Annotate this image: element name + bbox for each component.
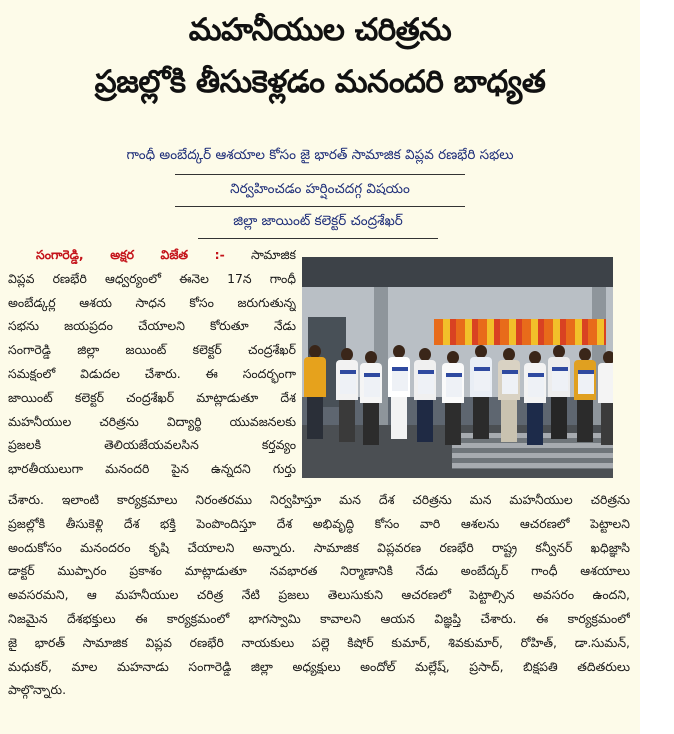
article-line: డాక్టర్ ముప్పారం ప్రకాశం మాట్లాడుతూ నవభారత నిర్మాణానికి నేడు అంబేద్కర్ గాంధీ ఆశయాలు xyxy=(8,563,630,579)
article-line: సమక్షంలో విడుదల చేశారు. ఈ సందర్భంగా xyxy=(8,365,296,381)
photo-poster xyxy=(418,370,434,394)
headline-line-1: మహనీయుల చరిత్రను xyxy=(188,12,452,48)
subhead-divider xyxy=(175,206,465,207)
photo-person-legs xyxy=(551,397,567,439)
headline-line-2: ప్రజల్లోకి తీసుకెళ్లడం మనందరి బాధ్యత xyxy=(94,64,546,100)
photo-person-body xyxy=(304,357,326,397)
photo-person-body xyxy=(598,363,613,403)
subhead-divider xyxy=(175,174,465,175)
photo-poster xyxy=(340,370,356,394)
photo-person-legs xyxy=(339,400,355,442)
photo-poster xyxy=(446,373,462,397)
photo-person-legs xyxy=(391,397,407,439)
article-line: జాయింట్ కలెక్టర్ చంద్రశేఖర్ మాట్లాడుతూ దేశ xyxy=(8,389,296,405)
article-line: అందుకోసం మనందరం కృషి చేయాలని అన్నారు. సామాజిక విప్లవరణ రణభేరి రాష్ట్ర కన్వీనర్ ఖధిజ్ఞాసి xyxy=(8,539,630,555)
photo-person-legs xyxy=(501,400,517,442)
article-line: నిజమైన దేశభక్తులు ఈ కార్యక్రమంలో భాగస్వామి కావాలని ఆయన విజ్ఞప్తి చేశారు. ఈ కార్యక్రమంలో xyxy=(8,610,630,626)
photo-poster xyxy=(578,370,594,394)
article-line: విప్లవ రణభేరి ఆధ్వర్యంలో ఈనెల 17న గాంధీ xyxy=(8,270,296,286)
article-line: అవసరమని, ఆ మహనీయుల చరిత్ర నేటి ప్రజలు తెలుసుకుని ఆచరణలో పెట్టాల్సిన అవసరం ఉందని, xyxy=(8,587,630,603)
subhead-line-1: గాంధీ అంబేద్కర్ ఆశయాల కోసం జై భారత్ సామాజిక విప్లవ రణభేరి సభలు xyxy=(126,147,514,163)
article-line: సంగారెడ్డి జిల్లా జయింట్ కలెక్టర్ చంద్రశేఖర్ xyxy=(8,342,296,358)
photo-flower-garland xyxy=(434,319,606,345)
photo-person-legs xyxy=(363,403,379,445)
photo-person-legs xyxy=(577,400,593,442)
photo-person-legs xyxy=(307,397,323,439)
article-line xyxy=(8,243,296,267)
photo-person-legs xyxy=(417,400,433,442)
photo-person-legs xyxy=(473,397,489,439)
article-line: మహనీయుల చరిత్రను విద్యార్థి యువజనలకు xyxy=(8,413,296,429)
subhead-line-3: జిల్లా జాయింట్ కలెక్టర్ చంద్రశేఖర్ xyxy=(233,213,403,229)
article-line: చేశారు. ఇలాంటి కార్యక్రమాలు నిరంతరము నిర్వహిస్తూ మన దేశ చరిత్రను మన మహనీయుల చరిత్రను xyxy=(8,492,630,507)
dateline: సంగారెడ్డి, అక్షర విజేత :- xyxy=(36,247,225,262)
photo-poster xyxy=(528,373,544,397)
photo-poster xyxy=(364,373,380,397)
article-line: ప్రజలకి తెలియజేయవలసిన కర్తవ్యం xyxy=(8,437,296,453)
photo-ceiling xyxy=(302,257,613,287)
photo-person-legs xyxy=(445,403,461,445)
subhead-line-2: నిర్వహించడం హర్షించదగ్గ విషయం xyxy=(230,181,410,197)
article-full-width xyxy=(8,488,630,702)
article-line: ప్రజల్లోకి తీసుకెళ్లి దేశ భక్తి పెంపొందిస్తూ దేశ అభివృద్ధి కోసం వారి ఆశలను ఆచరణలో పెట్టాలని xyxy=(8,515,630,531)
photo-poster xyxy=(552,367,568,391)
article-line: మధుకర్, మాల మహనాడు సంగారెడ్డి జిల్లా అధ్యక్షులు అందోల్ మల్లేష్, ప్రసాద్, బిక్షపతి తదితరులు xyxy=(8,658,630,674)
photo-poster xyxy=(474,367,490,391)
article-line: అంబేడ్కర్ల ఆశయ సాధన కోసం జరుగుతున్న xyxy=(8,294,296,310)
photo-person-legs xyxy=(527,403,543,445)
article-left-column xyxy=(8,243,296,481)
subhead-divider xyxy=(198,238,438,239)
photo-poster xyxy=(392,367,408,391)
article-line-text: సామాజిక xyxy=(250,247,296,262)
photo-poster xyxy=(502,370,518,394)
article-line: పాల్గొన్నారు. xyxy=(8,682,67,698)
article-line: భారతీయులుగా మనందరి పైన ఉన్నదని గుర్తు xyxy=(8,461,296,477)
article-line: సభను జయప్రదం చేయాలని కోరుతూ నేడు xyxy=(8,318,296,334)
article-line: జై భారత్ సామాజిక విప్లవ రణభేరి నాయకులు పల్లె కిషోర్ కుమార్, శివకుమార్, రోహిత్, డా.సుమన్, xyxy=(8,634,630,650)
news-photo xyxy=(302,257,613,478)
photo-person-legs xyxy=(601,403,613,445)
